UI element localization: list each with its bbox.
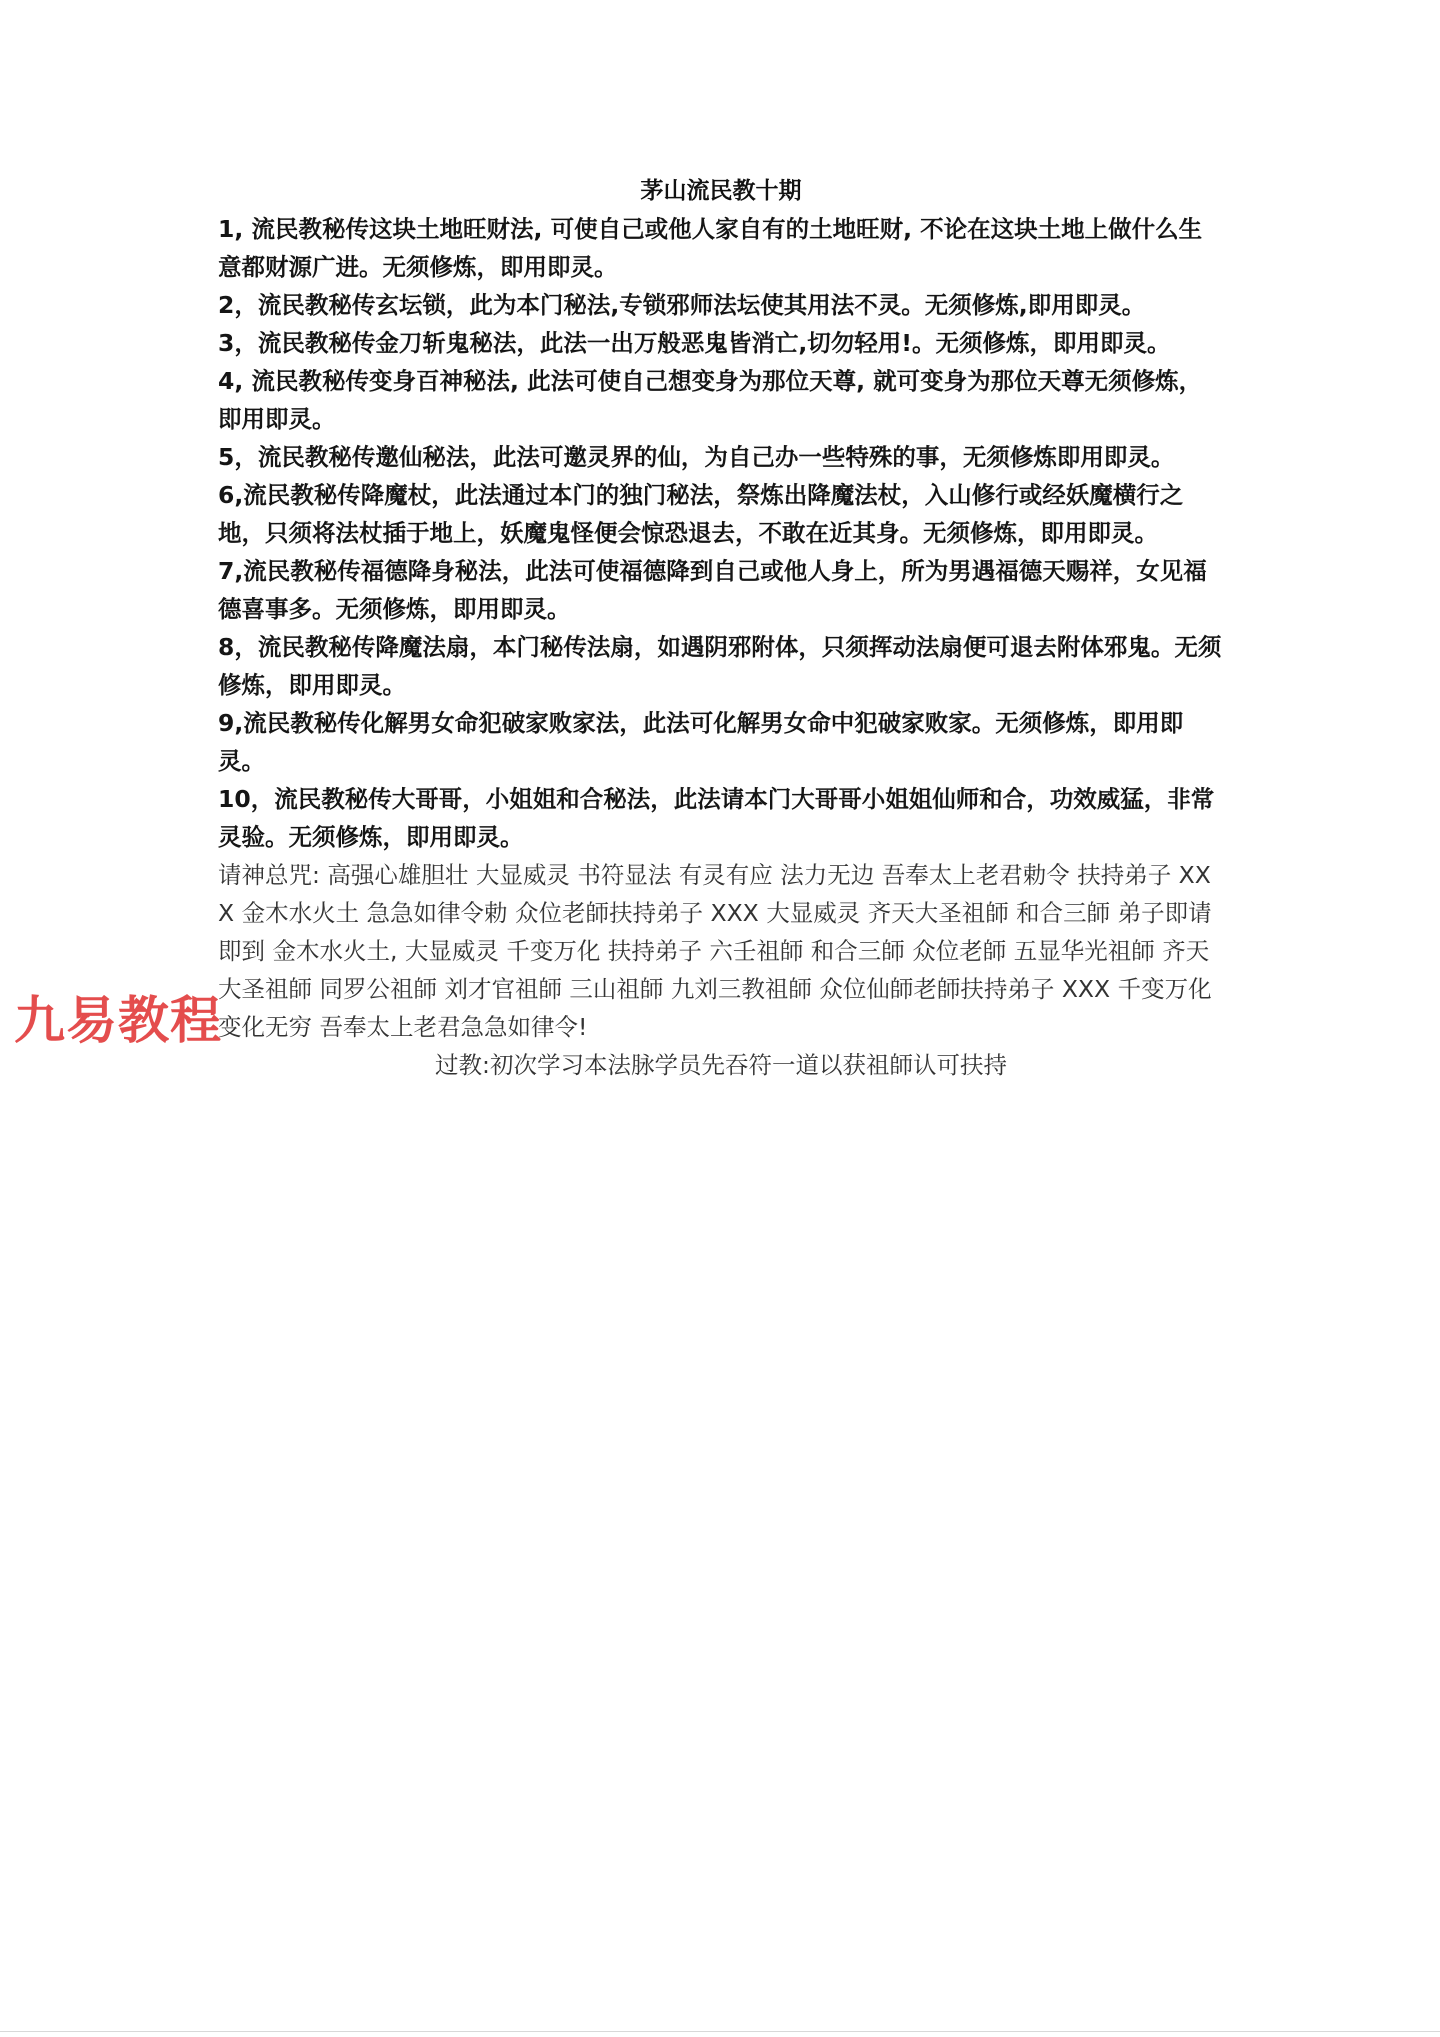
watermark-logo: 九易教程 [14,992,223,1051]
list-item-10: 10，流民教秘传大哥哥，小姐姐和合秘法，此法请本门大哥哥小姐姐仙师和合，功效威猛，非常灵验。无须修炼，即用即灵。 [218,785,1215,851]
list-item-2: 2，流民教秘传玄坛锁，此为本门秘法,专锁邪师法坛使其用法不灵。无须修炼,即用即灵。 [218,291,1146,319]
document-title: 茅山流民教十期 [640,178,802,204]
list-item-8: 8，流民教秘传降魔法扇，本门秘传法扇，如遇阴邪附体，只须挥动法扇便可退去附体邪鬼。无须修炼，即用即灵。 [218,633,1222,699]
page-bottom-divider [0,2031,1440,2032]
incantation-paragraph: 请神总咒: 高强心雄胆壮 大显威灵 书符显法 有灵有应 法力无边 吾奉太上老君勅令 扶持弟子 XXX 金木水火土 急急如律令勅 众位老師扶持弟子 XXX 大显威灵 齐天大圣祖師 和合三師 弟子即请即到 金木水火土, 大显威灵 千变万化 扶持弟子 六壬祖師 和合三師 众位老師 五显华光祖師 齐天大圣祖師 同罗公祖師 刘才官祖師 三山祖師 九刘三教祖師 众位仙師老師扶持弟子 XXX 千变万化 变化无穷 吾奉太上老君急急如律令! [218,861,1212,1041]
list-item-6: 6,流民教秘传降魔杖，此法通过本门的独门秘法，祭炼出降魔法杖，入山修行或经妖魔横行之地，只须将法杖插于地上，妖魔鬼怪便会惊恐退去，不敢在近其身。无须修炼，即用即灵。 [218,481,1184,547]
list-item-5: 5，流民教秘传邀仙秘法，此法可邀灵界的仙，为自己办一些特殊的事，无须修炼即用即灵。 [218,443,1175,471]
list-item-4: 4, 流民教秘传变身百神秘法, 此法可使自己想变身为那位天尊, 就可变身为那位天尊无须修炼，即用即灵。 [218,367,1203,433]
list-item-7: 7,流民教秘传福德降身秘法，此法可使福德降到自己或他人身上，所为男遇福德天赐祥，女见福德喜事多。无须修炼，即用即灵。 [218,557,1207,623]
document-body [218,172,1224,1084]
list-item-1: 1, 流民教秘传这块土地旺财法, 可使自己或他人家自有的土地旺财, 不论在这块土地上做什么生意都财源广进。无须修炼，即用即灵。 [218,215,1203,281]
closing-note: 过教:初次学习本法脉学员先吞符一道以获祖師认可扶持 [435,1051,1007,1079]
list-item-9: 9,流民教秘传化解男女命犯破家败家法，此法可化解男女命中犯破家败家。无须修炼，即用即灵。 [218,709,1184,775]
list-item-3: 3，流民教秘传金刀斩鬼秘法，此法一出万般恶鬼皆消亡,切勿轻用!。无须修炼，即用即灵。 [218,329,1171,357]
